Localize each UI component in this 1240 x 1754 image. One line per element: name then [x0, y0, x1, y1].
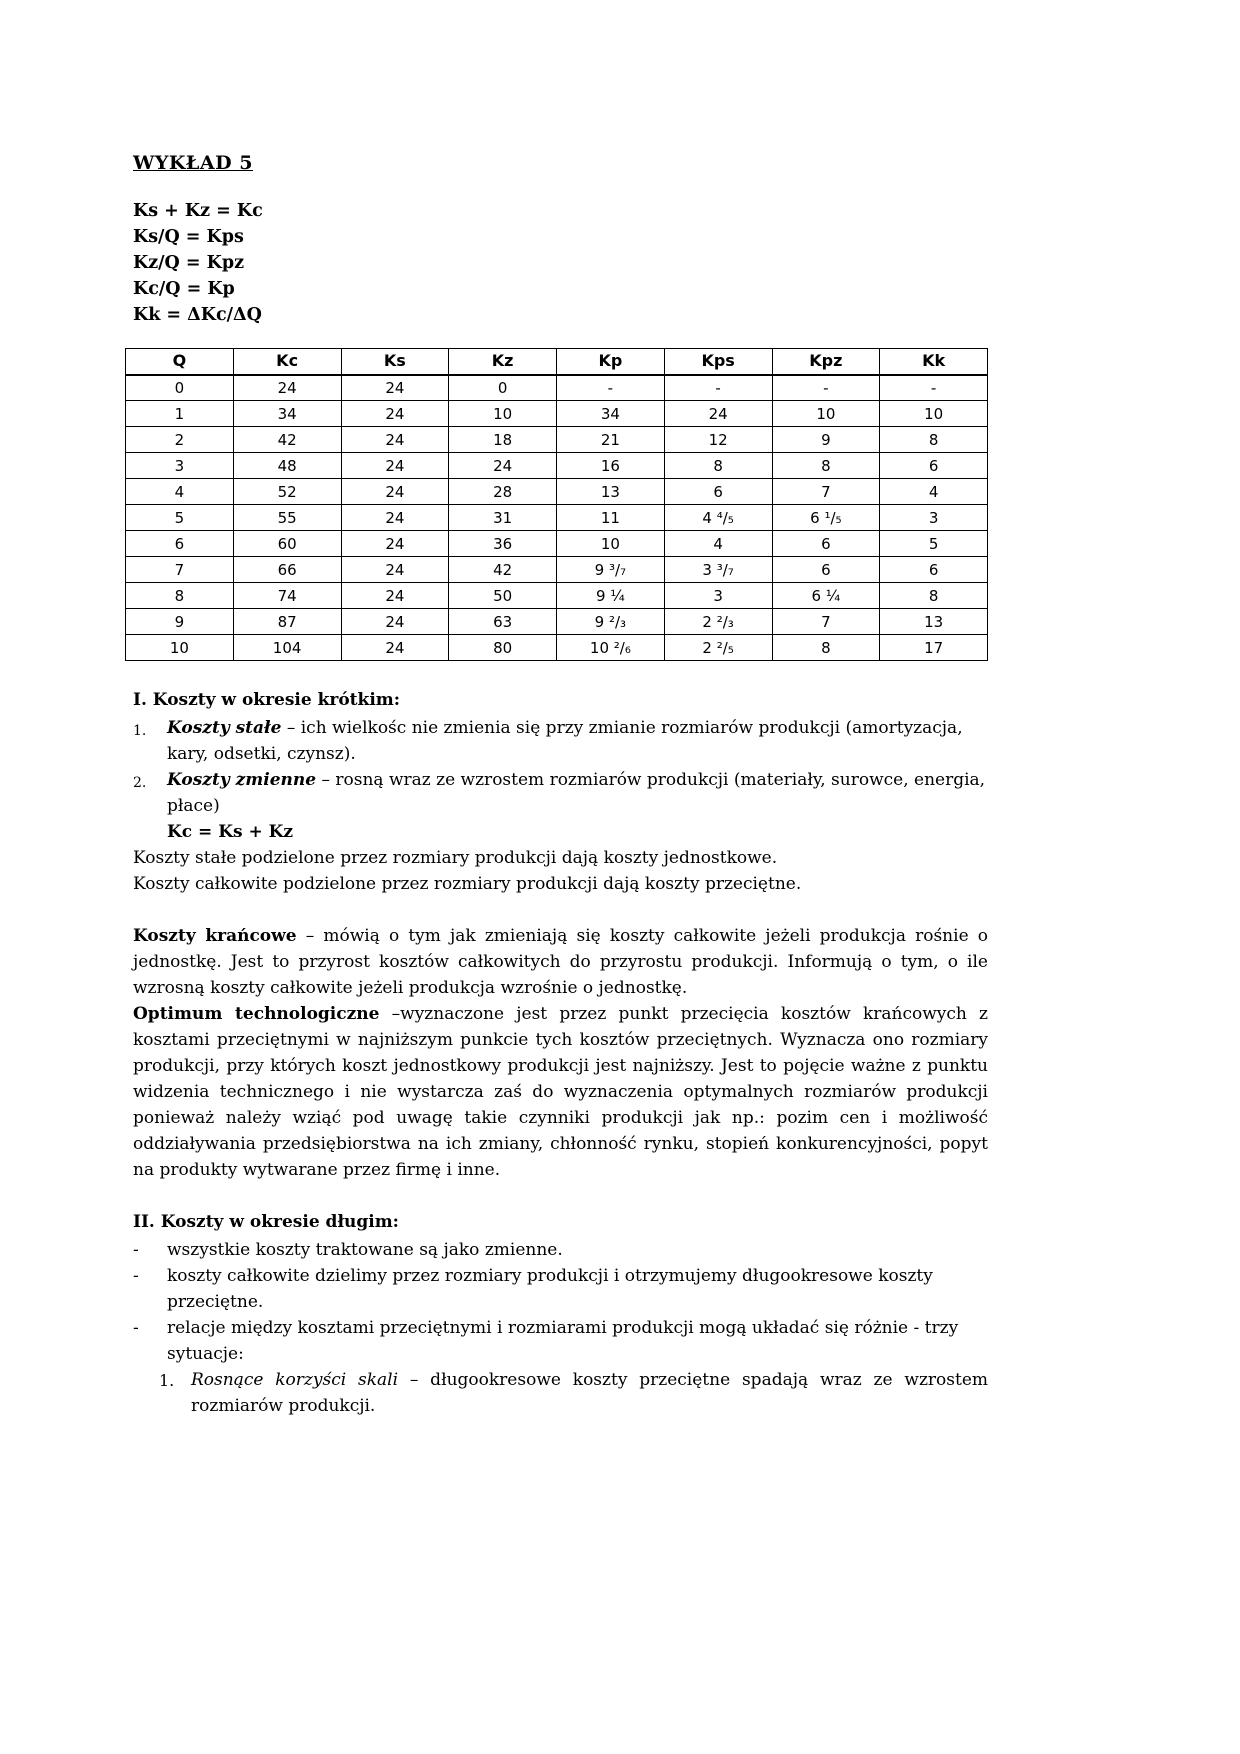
table-cell: 13: [880, 609, 988, 635]
formula-line: Ks + Kz = Kc: [133, 201, 263, 221]
table-cell: 4: [880, 479, 988, 505]
list-item-rest: – ich wielkośc nie zmienia się przy zmianie rozmiarów produkcji (amortyzacja, kary, odsetki, czynsz).: [167, 718, 963, 764]
table-cell: 17: [880, 635, 988, 661]
cost-table: [125, 348, 988, 661]
table-header-cell: Kpz: [772, 349, 880, 375]
table-row: [126, 557, 988, 583]
table-cell: 63: [449, 609, 557, 635]
table-cell: 10: [880, 401, 988, 427]
list-number: 1.: [133, 723, 147, 739]
table-cell: 11: [557, 505, 665, 531]
table-cell: 10: [557, 531, 665, 557]
table-cell: 24: [341, 635, 449, 661]
table-row: [126, 427, 988, 453]
table-row: [126, 453, 988, 479]
table-cell: 7: [126, 557, 234, 583]
table-row: [126, 531, 988, 557]
marginal-costs-text: – mówią o tym jak zmieniają się koszty całkowite jeżeli produkcja rośnie o jednostkę. Jest to przyrost kosztów całkowitych do przyrostu produkcji. Informują o tym, o ile wzrosną koszty całkowite jeżeli produkcja wzrośnie o jednostkę.: [133, 926, 988, 998]
sub-list-item: [159, 1367, 988, 1419]
section1-heading: I. Koszty w okresie krótkim:: [133, 690, 401, 710]
table-cell: -: [880, 375, 988, 401]
table-cell: 48: [233, 453, 341, 479]
table-cell: 6: [772, 557, 880, 583]
table-header-cell: Kps: [664, 349, 772, 375]
paragraph-optimum: [133, 1001, 988, 1183]
table-cell: 6: [880, 557, 988, 583]
list-number: 2.: [133, 775, 147, 791]
table-cell: 6 ¹/₅: [772, 505, 880, 531]
table-cell: 80: [449, 635, 557, 661]
table-cell: 24: [341, 557, 449, 583]
table-cell: 5: [880, 531, 988, 557]
list-item-koszty-zmienne: [133, 767, 988, 819]
table-cell: 55: [233, 505, 341, 531]
table-cell: 8: [664, 453, 772, 479]
table-row: [126, 479, 988, 505]
table-cell: 24: [449, 453, 557, 479]
table-cell: 6: [664, 479, 772, 505]
table-cell: 42: [233, 427, 341, 453]
list-item-rest: – rosną wraz ze wzrostem rozmiarów produkcji (materiały, surowce, energia, płace): [167, 770, 986, 816]
table-cell: 5: [126, 505, 234, 531]
table-cell: 36: [449, 531, 557, 557]
optimum-text: –wyznaczone jest przez punkt przecięcia kosztów krańcowych z kosztami przeciętnymi w najniższym punkcie tych kosztów przeciętnych. Wyznacza ono rozmiary produkcji, przy których koszt jednostkowy produkcji jest najniższy. Jest to pojęcie ważne z punktu widzenia technicznego i nie wystarcza zaś do wyznaczenia optymalnych rozmiarów produkcji ponieważ należy wziąć pod uwagę takie czynniki produkcji jak np.: pozim cen i możliwość oddziaływania przedsiębiorstwa na ich zmiany, chłonność rynku, stopień konkurencyjności, popyt na produkty wytwarane przez firmę i inne.: [133, 1004, 988, 1180]
table-cell: 24: [341, 479, 449, 505]
page-title: WYKŁAD 5: [133, 152, 253, 174]
formulas-block: [133, 198, 988, 328]
table-cell: 24: [341, 375, 449, 401]
table-cell: 2: [126, 427, 234, 453]
table-cell: 6 ¼: [772, 583, 880, 609]
table-cell: 24: [341, 453, 449, 479]
table-cell: 8: [126, 583, 234, 609]
table-cell: 24: [341, 505, 449, 531]
section1-list: [133, 715, 988, 845]
table-cell: -: [772, 375, 880, 401]
table-cell: 24: [233, 375, 341, 401]
table-header-cell: Q: [126, 349, 234, 375]
table-cell: 50: [449, 583, 557, 609]
table-cell: 7: [772, 609, 880, 635]
formula-line: Ks/Q = Kps: [133, 227, 244, 247]
list-item-koszty-stale: [133, 715, 988, 767]
table-cell: 21: [557, 427, 665, 453]
table-cell: 9: [772, 427, 880, 453]
section2-heading: II. Koszty w okresie długim:: [133, 1212, 399, 1232]
list-item-text: [167, 715, 988, 767]
bullet-marker: -: [133, 1266, 139, 1286]
formula-line: Kc/Q = Kp: [133, 279, 235, 299]
table-row: [126, 635, 988, 661]
term-optimum-technologiczne: Optimum technologiczne: [133, 1004, 380, 1024]
cost-table-body: [126, 375, 988, 661]
table-cell: 8: [880, 427, 988, 453]
table-cell: 10: [449, 401, 557, 427]
table-cell: 24: [664, 401, 772, 427]
table-cell: 6: [126, 531, 234, 557]
table-header-cell: Kc: [233, 349, 341, 375]
table-cell: 104: [233, 635, 341, 661]
table-row: [126, 505, 988, 531]
table-cell: 2 ²/₅: [664, 635, 772, 661]
table-cell: 7: [772, 479, 880, 505]
sub-list-rest: – długookresowe koszty przeciętne spadają wraz ze wzrostem rozmiarów produkcji.: [191, 1370, 988, 1416]
table-cell: 74: [233, 583, 341, 609]
table-row: [126, 401, 988, 427]
table-cell: 60: [233, 531, 341, 557]
table-cell: 9 ³/₇: [557, 557, 665, 583]
formula-line: Kk = ΔKc/ΔQ: [133, 305, 262, 325]
term-koszty-zmienne: Koszty zmienne: [167, 770, 317, 790]
table-row: [126, 375, 988, 401]
table-cell: 8: [880, 583, 988, 609]
table-cell: 16: [557, 453, 665, 479]
bullet-item: [133, 1237, 988, 1263]
paragraph-marginal-costs: [133, 923, 988, 1001]
table-cell: 24: [341, 609, 449, 635]
table-cell: 10: [772, 401, 880, 427]
table-cell: 24: [341, 401, 449, 427]
bullet-text: wszystkie koszty traktowane są jako zmienne.: [167, 1240, 563, 1260]
section2-list: [133, 1237, 988, 1419]
table-cell: 3: [664, 583, 772, 609]
term-rosnace-korzysci-skali: Rosnące korzyści skali: [191, 1370, 399, 1390]
table-cell: 2 ²/₃: [664, 609, 772, 635]
paragraph-average-costs: Koszty całkowite podzielone przez rozmiary produkcji dają koszty przeciętne.: [133, 874, 802, 894]
table-cell: 24: [341, 531, 449, 557]
table-cell: 31: [449, 505, 557, 531]
table-cell: 24: [341, 583, 449, 609]
table-cell: 6: [880, 453, 988, 479]
table-cell: 10: [126, 635, 234, 661]
table-cell: 8: [772, 453, 880, 479]
table-cell: 8: [772, 635, 880, 661]
table-cell: 4: [664, 531, 772, 557]
table-cell: 34: [233, 401, 341, 427]
table-cell: 13: [557, 479, 665, 505]
table-cell: 6: [772, 531, 880, 557]
table-row: [126, 609, 988, 635]
table-cell: 87: [233, 609, 341, 635]
table-cell: 12: [664, 427, 772, 453]
table-cell: 42: [449, 557, 557, 583]
term-koszty-stale: Koszty stałe: [167, 718, 282, 738]
formula-kc: Kc = Ks + Kz: [167, 822, 294, 842]
table-cell: -: [557, 375, 665, 401]
table-cell: 28: [449, 479, 557, 505]
table-cell: 24: [341, 427, 449, 453]
cost-table-head: [126, 349, 988, 375]
table-cell: 10 ²/₆: [557, 635, 665, 661]
table-row: [126, 583, 988, 609]
table-cell: 3 ³/₇: [664, 557, 772, 583]
table-header-cell: Kp: [557, 349, 665, 375]
bullet-text: koszty całkowite dzielimy przez rozmiary produkcji i otrzymujemy długookresowe koszty przeciętne.: [167, 1266, 933, 1312]
table-cell: 34: [557, 401, 665, 427]
table-header-row: [126, 349, 988, 375]
paragraph-unit-costs: Koszty stałe podzielone przez rozmiary produkcji dają koszty jednostkowe.: [133, 848, 778, 868]
formula-line: Kz/Q = Kpz: [133, 253, 245, 273]
table-cell: 0: [126, 375, 234, 401]
term-koszty-krancowe: Koszty krańcowe: [133, 926, 297, 946]
table-cell: 1: [126, 401, 234, 427]
table-cell: 52: [233, 479, 341, 505]
table-header-cell: Kz: [449, 349, 557, 375]
bullet-marker: -: [133, 1240, 139, 1260]
table-cell: 0: [449, 375, 557, 401]
bullet-item: [133, 1263, 988, 1315]
table-header-cell: Ks: [341, 349, 449, 375]
table-cell: 3: [880, 505, 988, 531]
table-cell: 4 ⁴/₅: [664, 505, 772, 531]
table-cell: 9: [126, 609, 234, 635]
table-cell: -: [664, 375, 772, 401]
table-cell: 66: [233, 557, 341, 583]
table-cell: 3: [126, 453, 234, 479]
list-item-text: [167, 767, 988, 819]
sub-list-number: 1.: [159, 1371, 175, 1390]
bullet-text: relacje między kosztami przeciętnymi i rozmiarami produkcji mogą układać się różnie - trzy sytuacje:: [167, 1318, 959, 1364]
bullet-item: [133, 1315, 988, 1367]
table-cell: 9 ¼: [557, 583, 665, 609]
table-cell: 9 ²/₃: [557, 609, 665, 635]
table-header-cell: Kk: [880, 349, 988, 375]
table-cell: 4: [126, 479, 234, 505]
sub-list-text: [191, 1367, 988, 1419]
table-cell: 18: [449, 427, 557, 453]
bullet-marker: -: [133, 1318, 139, 1338]
